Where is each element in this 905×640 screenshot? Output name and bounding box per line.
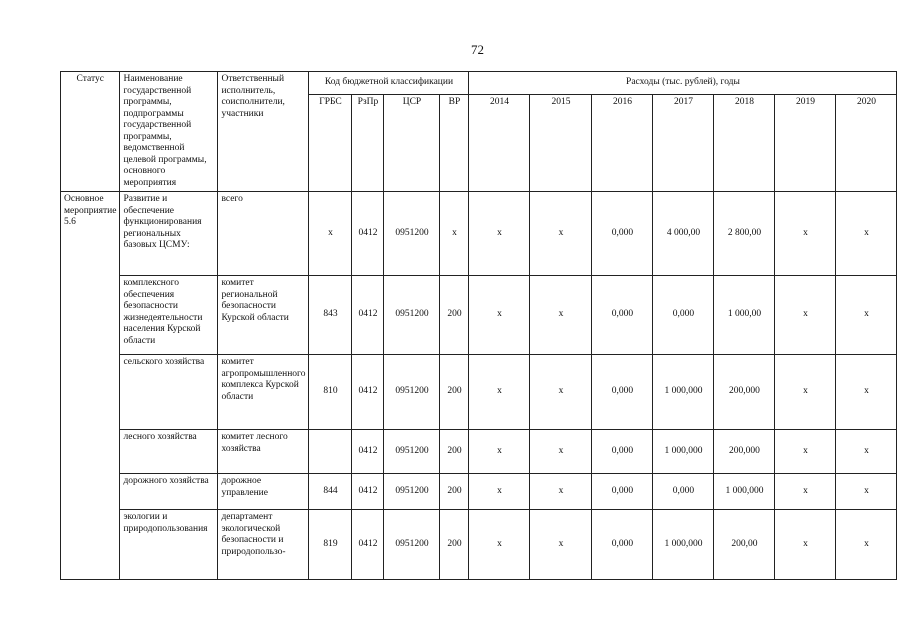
row-executor: департамент экологической безопасности и природопользо- bbox=[218, 510, 309, 580]
header-vr: ВР bbox=[440, 94, 469, 191]
row-vr: 200 bbox=[440, 510, 469, 580]
row-value-2018: 200,000 bbox=[714, 430, 775, 474]
header-csr: ЦСР bbox=[384, 94, 440, 191]
header-year-2016: 2016 bbox=[592, 94, 653, 191]
row-vr: 200 bbox=[440, 355, 469, 430]
header-year-2014: 2014 bbox=[469, 94, 530, 191]
row-executor: всего bbox=[218, 192, 309, 276]
row-rzpr: 0412 bbox=[352, 276, 384, 355]
row-csr: 0951200 bbox=[384, 510, 440, 580]
table-row bbox=[61, 276, 897, 355]
table-row bbox=[61, 430, 897, 474]
row-vr: 200 bbox=[440, 430, 469, 474]
row-value-2018: 2 800,00 bbox=[714, 192, 775, 276]
row-grbs: 843 bbox=[309, 276, 352, 355]
header-executor: Ответственный исполнитель, соисполнители, участники bbox=[218, 72, 309, 192]
row-name: дорожного хозяйства bbox=[120, 474, 218, 510]
header-name: Наименование государственной программы, подпрограммы государственной программы, ведомственной целевой программы, основного мероприятия bbox=[120, 72, 218, 192]
row-value-2017: 1 000,000 bbox=[653, 510, 714, 580]
row-value-2018: 1 000,000 bbox=[714, 474, 775, 510]
row-rzpr: 0412 bbox=[352, 474, 384, 510]
row-rzpr: 0412 bbox=[352, 430, 384, 474]
row-value-2015: х bbox=[530, 430, 592, 474]
row-value-2015: х bbox=[530, 355, 592, 430]
row-grbs bbox=[309, 430, 352, 474]
row-csr: 0951200 bbox=[384, 276, 440, 355]
row-value-2015: х bbox=[530, 276, 592, 355]
row-value-2016: 0,000 bbox=[592, 355, 653, 430]
row-value-2019: х bbox=[775, 192, 836, 276]
table-row bbox=[61, 355, 897, 430]
row-value-2017: 4 000,00 bbox=[653, 192, 714, 276]
row-value-2017: 1 000,000 bbox=[653, 355, 714, 430]
row-value-2015: х bbox=[530, 510, 592, 580]
row-value-2016: 0,000 bbox=[592, 510, 653, 580]
row-grbs: х bbox=[309, 192, 352, 276]
row-value-2014: х bbox=[469, 510, 530, 580]
row-value-2018: 1 000,00 bbox=[714, 276, 775, 355]
status-cell: Основное мероприятие 5.6 bbox=[61, 192, 120, 580]
budget-table bbox=[60, 71, 897, 580]
row-value-2017: 1 000,000 bbox=[653, 430, 714, 474]
page-number: 72 bbox=[471, 42, 484, 57]
row-value-2016: 0,000 bbox=[592, 474, 653, 510]
row-vr: х bbox=[440, 192, 469, 276]
row-value-2018: 200,00 bbox=[714, 510, 775, 580]
row-vr: 200 bbox=[440, 276, 469, 355]
row-csr: 0951200 bbox=[384, 192, 440, 276]
row-rzpr: 0412 bbox=[352, 510, 384, 580]
row-executor: комитет агропромышленного комплекса Курской области bbox=[218, 355, 309, 430]
row-value-2014: х bbox=[469, 276, 530, 355]
header-year-2017: 2017 bbox=[653, 94, 714, 191]
row-name: Развитие и обеспечение функционирования региональных базовых ЦСМУ: bbox=[120, 192, 218, 276]
row-name: экологии и природопользования bbox=[120, 510, 218, 580]
row-value-2020: х bbox=[836, 474, 897, 510]
header-year-2020: 2020 bbox=[836, 94, 897, 191]
row-csr: 0951200 bbox=[384, 430, 440, 474]
row-executor: комитет региональной безопасности Курской области bbox=[218, 276, 309, 355]
row-value-2014: х bbox=[469, 192, 530, 276]
row-name: лесного хозяйства bbox=[120, 430, 218, 474]
table-row bbox=[61, 510, 897, 580]
row-csr: 0951200 bbox=[384, 474, 440, 510]
row-value-2015: х bbox=[530, 474, 592, 510]
row-value-2015: х bbox=[530, 192, 592, 276]
row-value-2018: 200,000 bbox=[714, 355, 775, 430]
header-code-group: Код бюджетной классификации bbox=[309, 72, 469, 95]
row-value-2016: 0,000 bbox=[592, 276, 653, 355]
header-expenses-group: Расходы (тыс. рублей), годы bbox=[469, 72, 897, 95]
header-grbs: ГРБС bbox=[309, 94, 352, 191]
row-value-2020: х bbox=[836, 192, 897, 276]
row-value-2014: х bbox=[469, 474, 530, 510]
row-csr: 0951200 bbox=[384, 355, 440, 430]
row-value-2019: х bbox=[775, 510, 836, 580]
row-value-2019: х bbox=[775, 276, 836, 355]
row-value-2019: х bbox=[775, 430, 836, 474]
row-executor: дорожное управление bbox=[218, 474, 309, 510]
header-year-2019: 2019 bbox=[775, 94, 836, 191]
row-grbs: 810 bbox=[309, 355, 352, 430]
row-value-2016: 0,000 bbox=[592, 192, 653, 276]
header-year-2018: 2018 bbox=[714, 94, 775, 191]
row-value-2020: х bbox=[836, 430, 897, 474]
row-value-2019: х bbox=[775, 355, 836, 430]
row-value-2016: 0,000 bbox=[592, 430, 653, 474]
row-value-2017: 0,000 bbox=[653, 276, 714, 355]
header-rzpr: РзПр bbox=[352, 94, 384, 191]
table-row bbox=[61, 474, 897, 510]
row-name: сельского хозяйства bbox=[120, 355, 218, 430]
row-rzpr: 0412 bbox=[352, 355, 384, 430]
row-grbs: 819 bbox=[309, 510, 352, 580]
row-executor: комитет лесного хозяйства bbox=[218, 430, 309, 474]
row-vr: 200 bbox=[440, 474, 469, 510]
row-value-2020: х bbox=[836, 276, 897, 355]
row-value-2020: х bbox=[836, 355, 897, 430]
row-name: комплексного обеспечения безопасности жизнедеятельности населения Курской области bbox=[120, 276, 218, 355]
row-grbs: 844 bbox=[309, 474, 352, 510]
table-row bbox=[61, 192, 897, 276]
row-value-2020: х bbox=[836, 510, 897, 580]
row-value-2019: х bbox=[775, 474, 836, 510]
row-value-2014: х bbox=[469, 355, 530, 430]
row-value-2017: 0,000 bbox=[653, 474, 714, 510]
header-status: Статус bbox=[61, 72, 120, 192]
row-rzpr: 0412 bbox=[352, 192, 384, 276]
row-value-2014: х bbox=[469, 430, 530, 474]
header-year-2015: 2015 bbox=[530, 94, 592, 191]
